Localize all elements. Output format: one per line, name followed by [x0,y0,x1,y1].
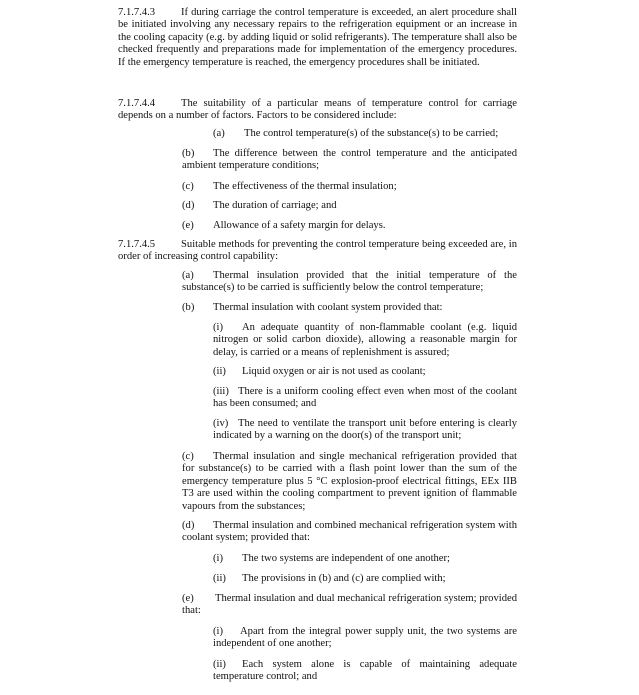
list-label: (ii) [213,659,226,670]
list-text: The control temperature(s) of the substance(s) to be carried; [244,128,499,139]
list-label: (e) [182,593,194,604]
list-text: Each system alone is capable of maintaining adequate temperature control; and [213,659,517,683]
list-text: An adequate quantity of non-flammable coolant (e.g. liquid nitrogen or solid carbon dioxide), allowing a reasonable margin for delay, is carried or a means of replenishment is assured; [213,322,517,358]
list-item-e [182,220,517,232]
list-label: (a) [182,270,194,281]
list-text: Thermal insulation and combined mechanical refrigeration system with coolant system; provided that: [182,520,517,544]
method-b-subitem-iii [213,386,517,411]
paragraph-text: Suitable methods for preventing the control temperature being exceeded are, in order of increasing control capability: [118,239,517,263]
method-d-subitem-ii [213,573,517,585]
list-item-c [182,181,517,193]
method-b-subitem-ii [213,366,517,378]
list-text: Thermal insulation and single mechanical refrigeration provided that for substance(s) to be carried with a flash point lower than the sum of the emergency temperature plus 5 °C explosion-proof electrical fittings, EEx IIB T3 are used within the cooling compartment to prevent ignition of flammable vapours from the substances; [182,451,517,512]
list-label: (iii) [213,386,229,397]
method-e-subitem-ii [213,659,517,684]
list-label: (ii) [213,573,226,584]
list-label: (i) [213,626,223,637]
list-text: The duration of carriage; and [213,200,337,211]
list-label: (c) [182,181,194,192]
list-label: (c) [182,451,194,462]
list-text: The difference between the control temperature and the anticipated ambient temperature conditions; [182,148,517,172]
method-b-subitem-i [213,322,517,359]
list-text: The provisions in (b) and (c) are complied with; [242,573,446,584]
list-label: (d) [182,200,195,211]
list-text: The two systems are independent of one another; [242,553,450,564]
list-label: (a) [213,128,225,139]
list-item-d [182,200,517,212]
list-text: Allowance of a safety margin for delays. [213,220,386,231]
method-d-subitem-i [213,553,517,565]
list-text: The effectiveness of the thermal insulation; [213,181,397,192]
method-b-subitem-iv [213,418,517,443]
method-c [182,451,517,513]
list-label: (b) [182,148,195,159]
list-item-a [213,128,517,140]
list-text: Apart from the integral power supply unit, the two systems are independent of one another; [213,626,517,650]
paragraph-text: If during carriage the control temperature is exceeded, an alert procedure shall be initiated involving any necessary repairs to the refrigeration equipment or an increase in the cooling capacity (e.g. by adding liquid or solid refrigerants). The temperature shall also be checked frequently and preparations made for implementation of the emergency procedures. If the emergency temperature is reached, the emergency procedures shall be initiated. [118,7,517,68]
list-text: The need to ventilate the transport unit before entering is clearly indicated by a warning on the door(s) of the transport unit; [213,418,517,442]
list-label: (d) [182,520,195,531]
paragraph-7-1-7-4-5 [118,239,517,264]
method-d [182,520,517,545]
list-text: Thermal insulation provided that the initial temperature of the substance(s) to be carried is sufficiently below the control temperature; [182,270,517,294]
method-e-subitem-i [213,626,517,651]
list-label: (iv) [213,418,229,429]
list-text: Thermal insulation with coolant system provided that: [213,302,443,313]
list-text: Thermal insulation and dual mechanical refrigeration system; provided that: [182,593,517,617]
paragraph-7-1-7-4-4 [118,98,517,123]
list-text: There is a uniform cooling effect even when most of the coolant has been consumed; and [213,386,517,410]
paragraph-number: 7.1.7.4.4 [118,98,156,109]
paragraph-7-1-7-4-3 [118,7,517,69]
list-label: (b) [182,302,195,313]
method-a [182,270,517,295]
list-text: Liquid oxygen or air is not used as coolant; [242,366,426,377]
method-b [182,302,517,314]
list-label: (i) [213,553,223,564]
paragraph-text: The suitability of a particular means of temperature control for carriage depends on a number of factors. Factors to be considered include: [118,98,517,122]
paragraph-number: 7.1.7.4.3 [118,7,156,18]
list-label: (i) [213,322,223,333]
list-label: (ii) [213,366,226,377]
list-label: (e) [182,220,194,231]
list-item-b [182,148,517,173]
method-e [182,593,517,618]
paragraph-number: 7.1.7.4.5 [118,239,156,250]
